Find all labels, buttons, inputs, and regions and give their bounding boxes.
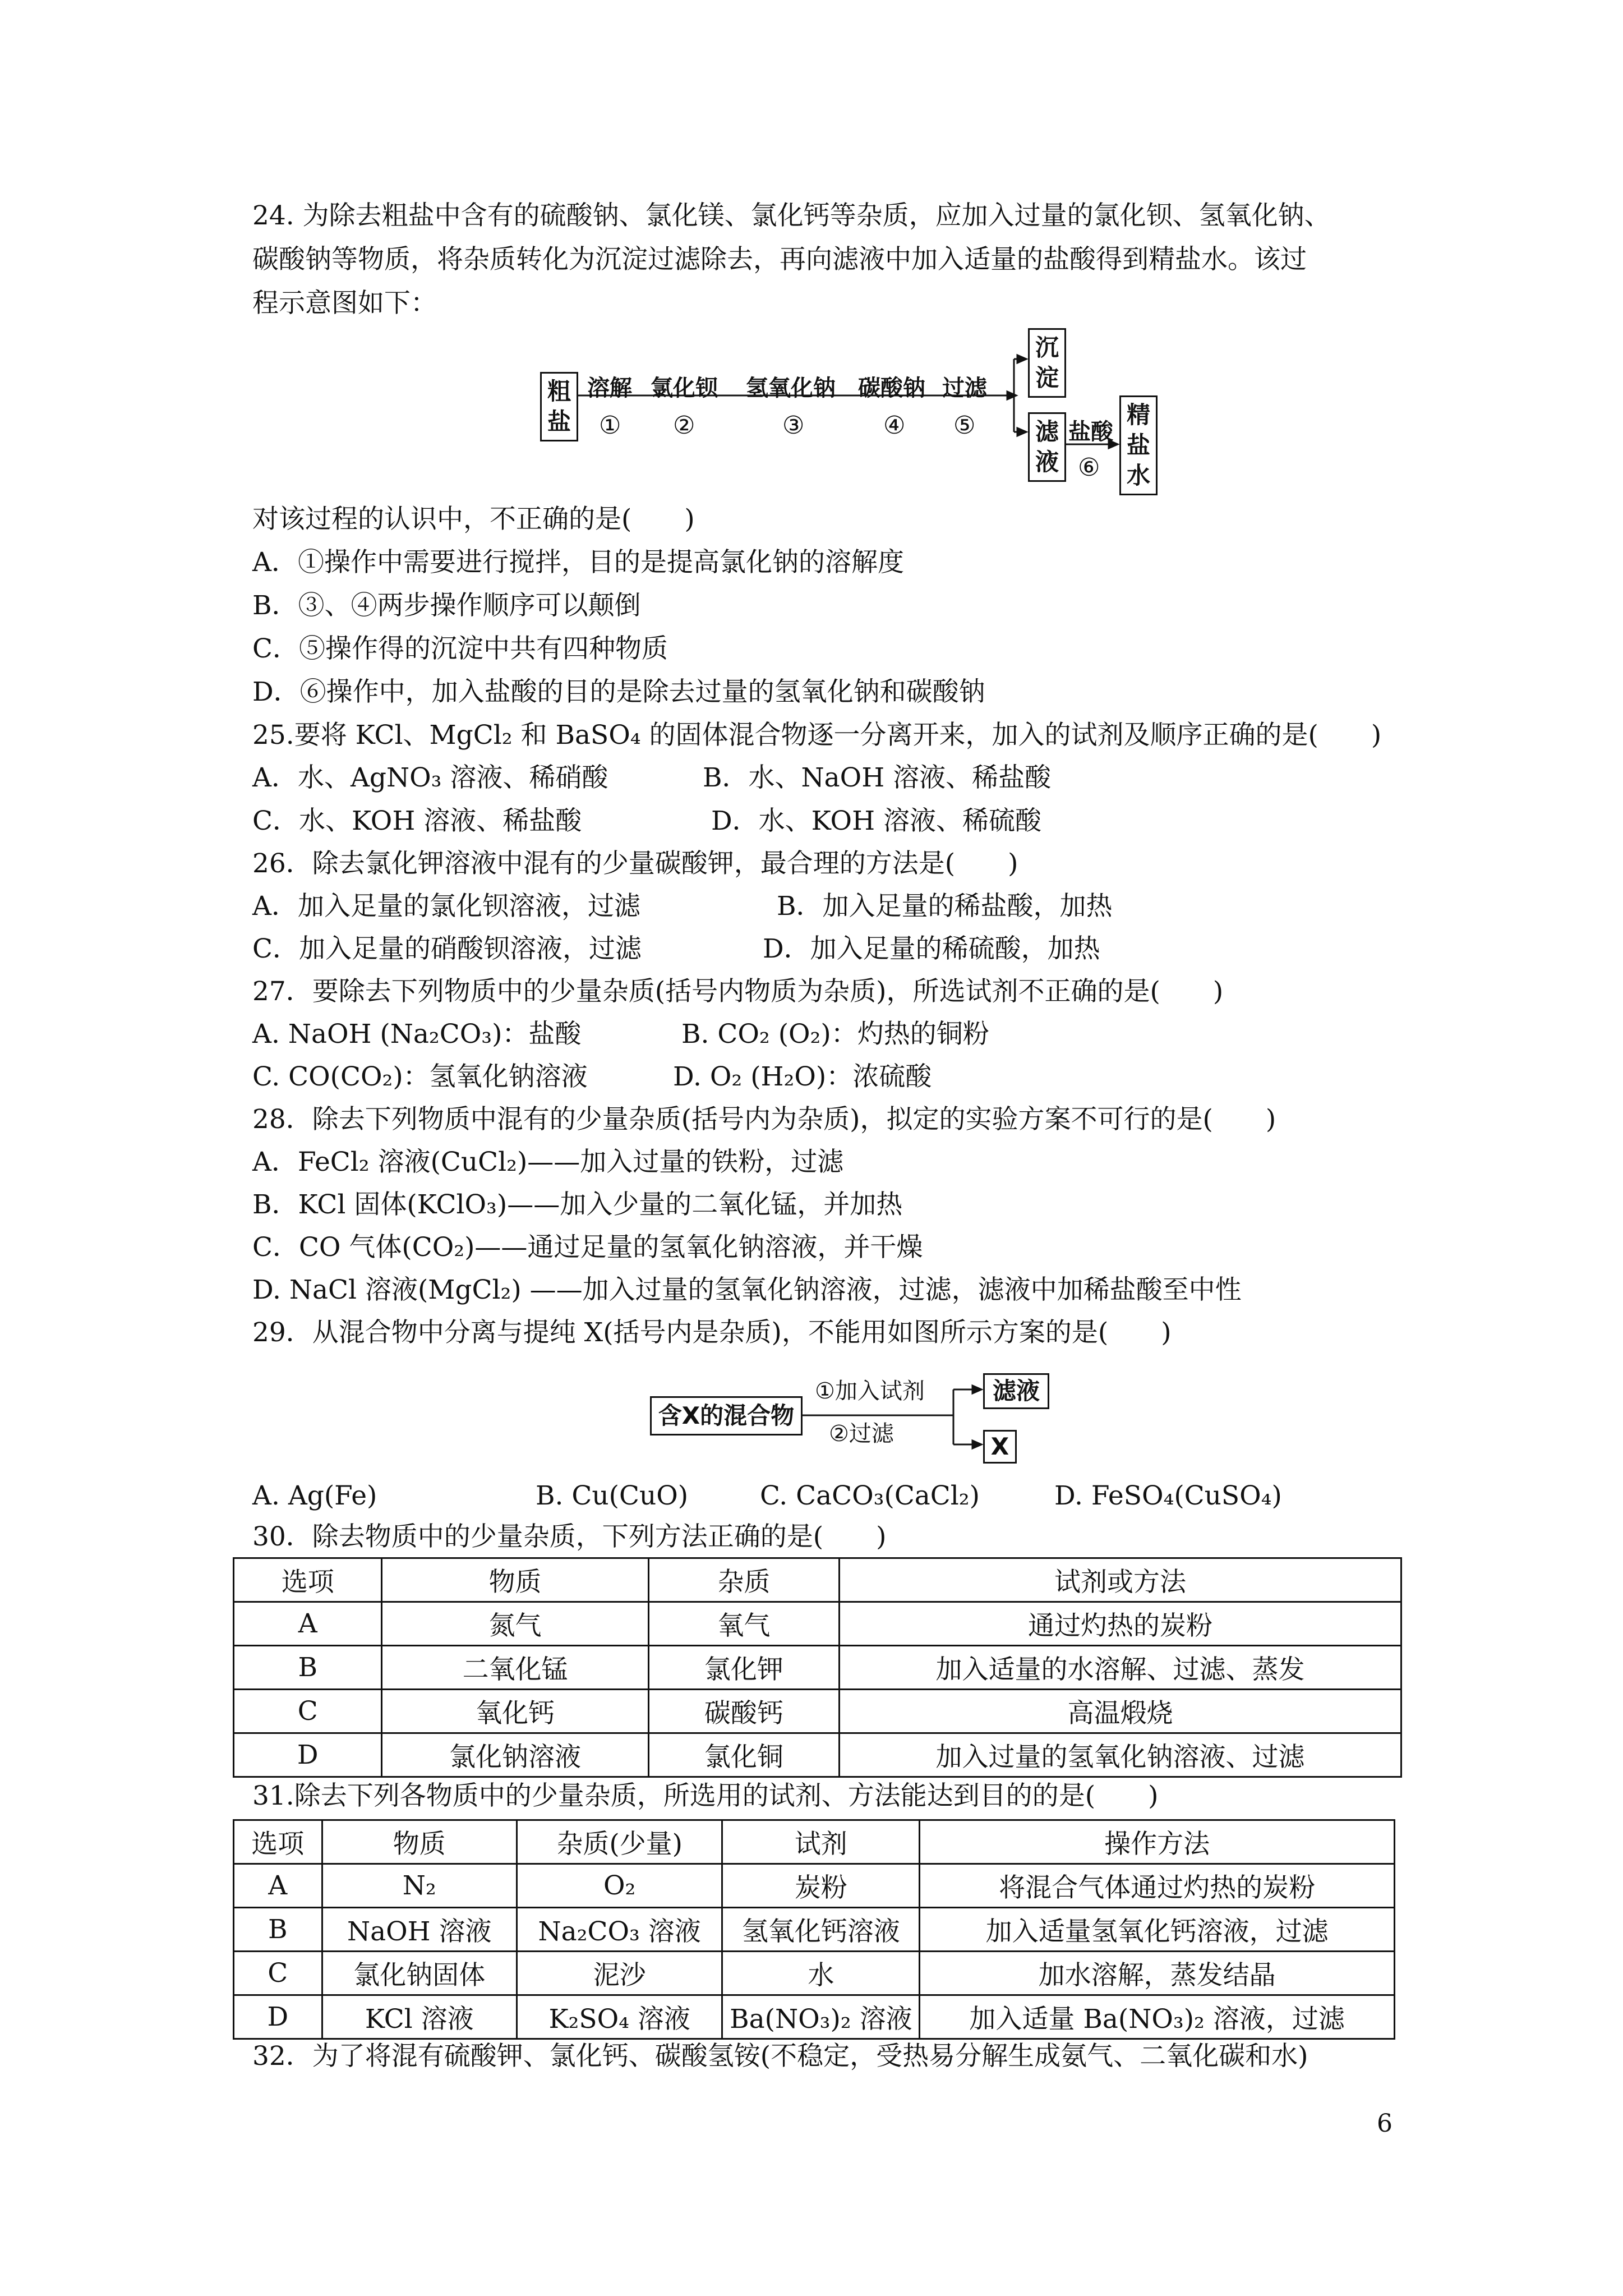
q25-option-b: B．水、NaOH 溶液、稀盐酸 — [703, 762, 1052, 793]
q25-option-c: C．水、KOH 溶液、稀盐酸 — [252, 806, 582, 836]
q24-stem-line1: 24. 为除去粗盐中含有的硫酸钠、氯化镁、氯化钙等杂质，应加入过量的氯化钡、氢氧化钠、 — [252, 200, 1331, 231]
q24-option-a: A．①操作中需要进行搅拌，目的是提高氯化钠的溶解度 — [252, 547, 904, 578]
flow-step-4-label: 碳酸钠 — [858, 375, 925, 401]
table-cell: D — [234, 1733, 382, 1777]
table-row — [234, 1908, 1395, 1952]
q30-table — [233, 1557, 1402, 1778]
q29-box-x: X — [983, 1430, 1017, 1464]
table-cell: 高温煅烧 — [840, 1690, 1401, 1733]
table-cell: B — [234, 1646, 382, 1690]
table-cell: 加入适量的水溶解、过滤、蒸发 — [840, 1646, 1401, 1690]
table-cell: D — [234, 1995, 322, 2039]
header-cell: 选项 — [234, 1820, 322, 1864]
q27-option-c: C. CO(CO₂)：氢氧化钠溶液 — [252, 1061, 588, 1092]
q29-option-d: D. FeSO₄(CuSO₄) — [1054, 1480, 1282, 1511]
table-row — [234, 1646, 1401, 1690]
table-row — [234, 1733, 1401, 1777]
q28-option-b: B．KCl 固体(KClO₃)——加入少量的二氧化锰，并加热 — [252, 1189, 903, 1220]
table-cell: 氢氧化钙溶液 — [722, 1908, 920, 1952]
table-cell: 氧气 — [648, 1602, 839, 1646]
table-cell: 炭粉 — [722, 1864, 920, 1908]
table-header-row — [234, 1558, 1401, 1602]
table-cell: 碳酸钙 — [648, 1690, 839, 1733]
table-cell: 加入适量 Ba(NO₃)₂ 溶液，过滤 — [920, 1995, 1395, 2039]
q28-stem: 28．除去下列物质中混有的少量杂质(括号内为杂质)，拟定的实验方案不可行的是( ) — [252, 1104, 1276, 1135]
table-cell: 加入过量的氢氧化钠溶液、过滤 — [840, 1733, 1401, 1777]
q24-option-c: C．⑤操作得的沉淀中共有四种物质 — [252, 633, 668, 664]
q29-box-filtrate: 滤液 — [983, 1373, 1049, 1409]
table-cell: 二氧化锰 — [382, 1646, 648, 1690]
q26-stem: 26．除去氯化钾溶液中混有的少量碳酸钾，最合理的方法是( ) — [252, 848, 1018, 879]
q30-stem: 30．除去物质中的少量杂质，下列方法正确的是( ) — [252, 1521, 887, 1552]
q24-option-b: B．③、④两步操作顺序可以颠倒 — [252, 590, 641, 621]
header-cell: 选项 — [234, 1558, 382, 1602]
q28-option-c: C．CO 气体(CO₂)——通过足量的氢氧化钠溶液，并干燥 — [252, 1232, 923, 1263]
q26-option-b: B．加入足量的稀盐酸，加热 — [777, 891, 1113, 922]
q27-option-d: D. O₂ (H₂O)：浓硫酸 — [673, 1061, 932, 1092]
flow-step-3-label: 氢氧化钠 — [746, 375, 836, 401]
q24-stem-line2: 碳酸钠等物质，将杂质转化为沉淀过滤除去，再向滤液中加入适量的盐酸得到精盐水。该过 — [252, 244, 1307, 275]
table-cell: K₂SO₄ 溶液 — [517, 1995, 722, 2039]
q29-option-c: C. CaCO₃(CaCl₂) — [760, 1480, 980, 1511]
table-cell: KCl 溶液 — [322, 1995, 517, 2039]
q27-option-a: A. NaOH (Na₂CO₃)：盐酸 — [252, 1019, 582, 1050]
q24-question: 对该过程的认识中，不正确的是( ) — [252, 504, 695, 535]
q32-stem: 32．为了将混有硫酸钾、氯化钙、碳酸氢铵(不稳定，受热易分解生成氨气、二氧化碳和水) — [252, 2041, 1308, 2072]
header-cell: 试剂或方法 — [840, 1558, 1401, 1602]
q28-option-a: A．FeCl₂ 溶液(CuCl₂)——加入过量的铁粉，过滤 — [252, 1147, 844, 1177]
q26-option-a: A．加入足量的氯化钡溶液，过滤 — [252, 891, 640, 922]
flow-box-filtrate: 滤液 — [1028, 412, 1066, 482]
q24-stem-line3: 程示意图如下： — [252, 288, 437, 319]
q26-option-c: C．加入足量的硝酸钡溶液，过滤 — [252, 933, 642, 964]
table-header-row — [234, 1820, 1395, 1864]
q29-option-b: B. Cu(CuO) — [536, 1480, 689, 1511]
q29-option-a: A. Ag(Fe) — [252, 1480, 377, 1511]
table-cell: 通过灼热的炭粉 — [840, 1602, 1401, 1646]
flow-step-4-num: ④ — [883, 411, 906, 440]
flow-acid-num: ⑥ — [1078, 453, 1100, 482]
table-cell: A — [234, 1864, 322, 1908]
table-cell: 氧化钙 — [382, 1690, 648, 1733]
q28-option-d: D. NaCl 溶液(MgCl₂) ——加入过量的氢氧化钠溶液，过滤，滤液中加稀盐酸至中性 — [252, 1274, 1242, 1305]
q31-table — [233, 1819, 1395, 2040]
q31-stem: 31.除去下列各物质中的少量杂质，所选用的试剂、方法能达到目的的是( ) — [252, 1780, 1159, 1811]
q24-option-d: D．⑥操作中，加入盐酸的目的是除去过量的氢氧化钠和碳酸钠 — [252, 677, 985, 707]
table-cell: Na₂CO₃ 溶液 — [517, 1908, 722, 1952]
table-cell: 氯化钠溶液 — [382, 1733, 648, 1777]
q26-option-d: D．加入足量的稀硫酸，加热 — [763, 933, 1100, 964]
flow-step-2-num: ② — [673, 411, 695, 440]
q29-step-2-label: ②过滤 — [829, 1421, 894, 1447]
table-row — [234, 1602, 1401, 1646]
q29-stem: 29．从混合物中分离与提纯 X(括号内是杂质)，不能用如图所示方案的是( ) — [252, 1317, 1172, 1348]
q27-option-b: B. CO₂ (O₂)：灼热的铜粉 — [681, 1019, 989, 1050]
table-cell: B — [234, 1908, 322, 1952]
q29-box-mixture: 含X的混合物 — [650, 1396, 803, 1435]
table-cell: 氯化铜 — [648, 1733, 839, 1777]
table-cell: 泥沙 — [517, 1952, 722, 1995]
flow-box-brine: 精盐水 — [1119, 395, 1158, 495]
flow-step-5-num: ⑤ — [953, 411, 976, 440]
table-cell: O₂ — [517, 1864, 722, 1908]
header-cell: 物质 — [322, 1820, 517, 1864]
header-cell: 试剂 — [722, 1820, 920, 1864]
table-cell: N₂ — [322, 1864, 517, 1908]
flow-step-3-num: ③ — [782, 411, 805, 440]
flow-step-1-label: 溶解 — [587, 375, 632, 401]
table-cell: 氯化钠固体 — [322, 1952, 517, 1995]
q25-stem: 25.要将 KCl、MgCl₂ 和 BaSO₄ 的固体混合物逐一分离开来，加入的试剂及顺序正确的是( ) — [252, 720, 1382, 751]
table-cell: 将混合气体通过灼热的炭粉 — [920, 1864, 1395, 1908]
header-cell: 物质 — [382, 1558, 648, 1602]
table-cell: C — [234, 1690, 382, 1733]
flow-step-1-num: ① — [599, 411, 621, 440]
flow-acid-label: 盐酸 — [1068, 419, 1113, 445]
table-cell: 水 — [722, 1952, 920, 1995]
flow-step-5-label: 过滤 — [942, 375, 987, 401]
table-row — [234, 1995, 1395, 2039]
table-row — [234, 1690, 1401, 1733]
table-row — [234, 1952, 1395, 1995]
table-cell: 加水溶解，蒸发结晶 — [920, 1952, 1395, 1995]
flow-box-crude-salt: 粗盐 — [540, 372, 578, 441]
table-cell: 氮气 — [382, 1602, 648, 1646]
table-cell: 氯化钾 — [648, 1646, 839, 1690]
q29-step-1-label: ①加入试剂 — [815, 1378, 925, 1404]
flow-step-2-label: 氯化钡 — [651, 375, 718, 401]
page-number: 6 — [1377, 2109, 1393, 2138]
flow-box-precipitate: 沉淀 — [1028, 328, 1066, 398]
header-cell: 杂质 — [648, 1558, 839, 1602]
q25-option-a: A．水、AgNO₃ 溶液、稀硝酸 — [252, 762, 608, 793]
table-cell: 加入适量氢氧化钙溶液，过滤 — [920, 1908, 1395, 1952]
table-cell: Ba(NO₃)₂ 溶液 — [722, 1995, 920, 2039]
table-cell: A — [234, 1602, 382, 1646]
table-row — [234, 1864, 1395, 1908]
q27-stem: 27．要除去下列物质中的少量杂质(括号内物质为杂质)，所选试剂不正确的是( ) — [252, 976, 1224, 1007]
table-cell: NaOH 溶液 — [322, 1908, 517, 1952]
q25-option-d: D．水、KOH 溶液、稀硫酸 — [711, 806, 1041, 836]
header-cell: 操作方法 — [920, 1820, 1395, 1864]
table-cell: C — [234, 1952, 322, 1995]
header-cell: 杂质(少量) — [517, 1820, 722, 1864]
